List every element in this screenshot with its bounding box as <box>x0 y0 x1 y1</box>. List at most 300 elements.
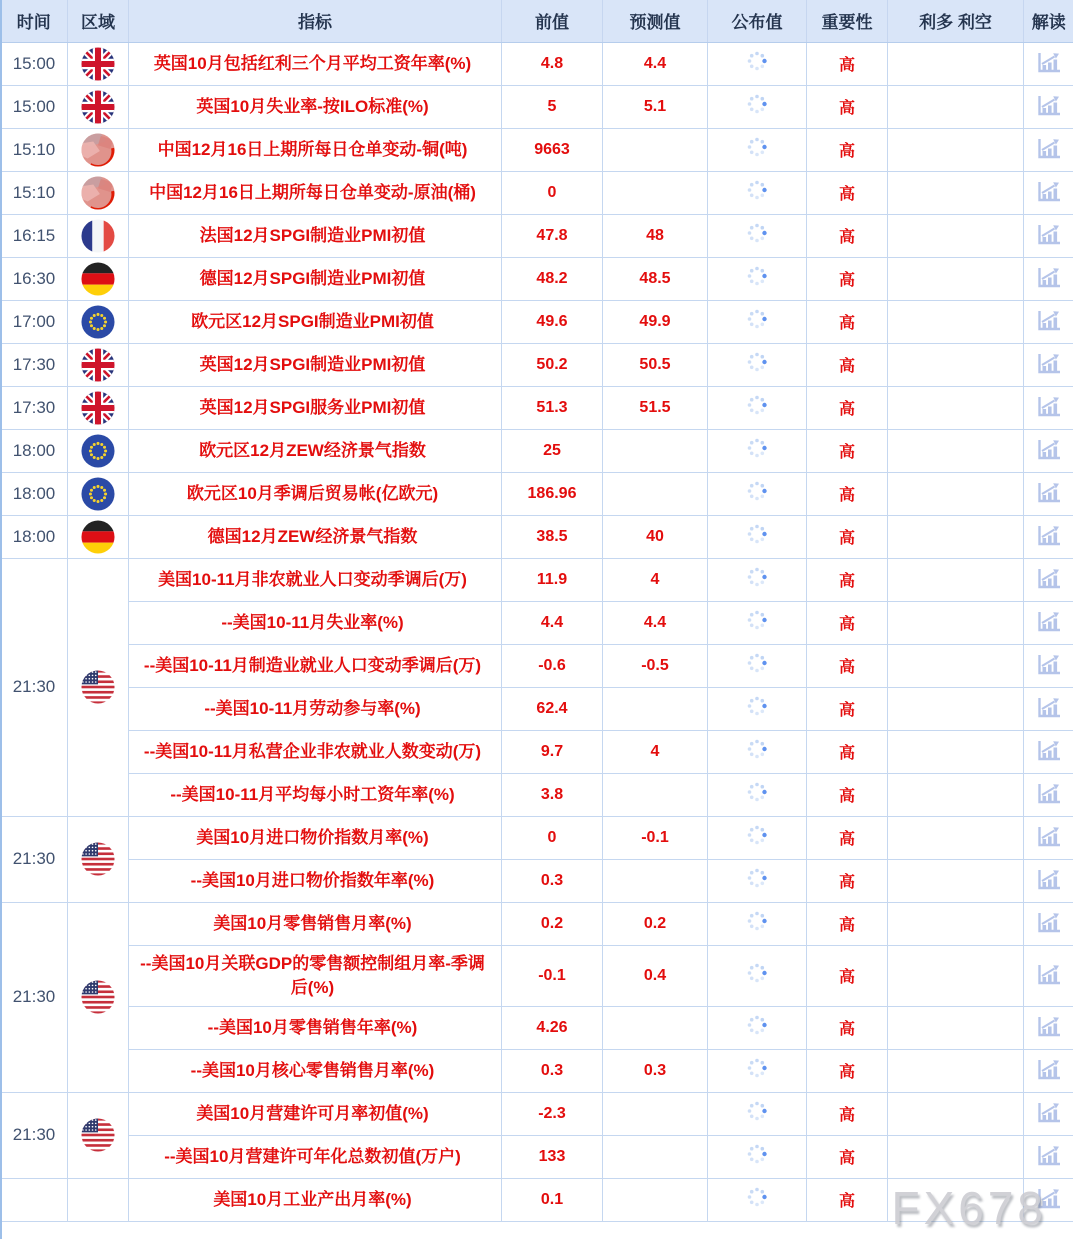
bull-bear-cell <box>888 730 1024 773</box>
bull-bear-cell <box>888 687 1024 730</box>
indicator-cell: --美国10月核心零售销售月率(%) <box>129 1049 502 1092</box>
previous-value-cell: 51.3 <box>502 386 603 429</box>
bull-bear-cell <box>888 945 1024 1006</box>
bull-bear-cell <box>888 472 1024 515</box>
bull-bear-cell <box>888 42 1024 85</box>
interpret-chart-icon[interactable] <box>1033 220 1064 249</box>
interpret-cell <box>1024 85 1073 128</box>
importance-cell: 高 <box>807 902 888 945</box>
time-cell: 21:30 <box>1 902 68 1092</box>
importance-cell: 高 <box>807 558 888 601</box>
loading-spinner-icon <box>746 308 768 330</box>
previous-value-cell: -0.6 <box>502 644 603 687</box>
bull-bear-cell <box>888 1092 1024 1135</box>
interpret-cell <box>1024 128 1073 171</box>
time-cell: 21:30 <box>1 1092 68 1178</box>
time-cell: 21:30 <box>1 558 68 816</box>
announced-value-cell <box>708 171 807 214</box>
interpret-chart-icon[interactable] <box>1033 1184 1064 1213</box>
interpret-cell <box>1024 343 1073 386</box>
interpret-cell <box>1024 687 1073 730</box>
interpret-cell <box>1024 730 1073 773</box>
importance-cell: 高 <box>807 1049 888 1092</box>
bull-bear-cell <box>888 300 1024 343</box>
interpret-cell <box>1024 1135 1073 1178</box>
loading-spinner-icon <box>746 179 768 201</box>
interpret-chart-icon[interactable] <box>1033 607 1064 636</box>
interpret-chart-icon[interactable] <box>1033 650 1064 679</box>
loading-spinner-icon <box>746 609 768 631</box>
de-flag-icon <box>68 520 128 554</box>
interpret-cell <box>1024 515 1073 558</box>
calendar-row <box>1 730 1073 773</box>
interpret-chart-icon[interactable] <box>1033 822 1064 851</box>
announced-value-cell <box>708 558 807 601</box>
bull-bear-cell <box>888 1135 1024 1178</box>
interpret-chart-icon[interactable] <box>1033 48 1064 77</box>
interpret-cell <box>1024 171 1073 214</box>
forecast-value-cell <box>603 1178 708 1221</box>
loading-spinner-icon <box>746 265 768 287</box>
interpret-chart-icon[interactable] <box>1033 349 1064 378</box>
calendar-row <box>1 1006 1073 1049</box>
loading-spinner-icon <box>746 1014 768 1036</box>
eu-flag-icon <box>68 477 128 511</box>
previous-value-cell: 5 <box>502 85 603 128</box>
loading-spinner-icon <box>746 437 768 459</box>
col-header-previous: 前值 <box>502 0 603 42</box>
time-cell: 15:00 <box>1 42 68 85</box>
announced-value-cell <box>708 644 807 687</box>
region-cell <box>68 1178 129 1221</box>
calendar-row <box>1 1178 1073 1221</box>
bull-bear-cell <box>888 171 1024 214</box>
interpret-chart-icon[interactable] <box>1033 392 1064 421</box>
time-cell <box>1 1178 68 1221</box>
interpret-chart-icon[interactable] <box>1033 435 1064 464</box>
region-cell <box>68 171 129 214</box>
region-cell <box>68 42 129 85</box>
forecast-value-cell <box>603 429 708 472</box>
interpret-cell <box>1024 601 1073 644</box>
loading-spinner-icon <box>746 781 768 803</box>
interpret-cell <box>1024 945 1073 1006</box>
interpret-cell <box>1024 1006 1073 1049</box>
forecast-value-cell <box>603 1006 708 1049</box>
forecast-value-cell <box>603 472 708 515</box>
indicator-cell: 德国12月ZEW经济景气指数 <box>129 515 502 558</box>
interpret-chart-icon[interactable] <box>1033 91 1064 120</box>
calendar-row <box>1 429 1073 472</box>
interpret-chart-icon[interactable] <box>1033 177 1064 206</box>
indicator-cell: --美国10月营建许可年化总数初值(万户) <box>129 1135 502 1178</box>
loading-spinner-icon <box>746 480 768 502</box>
forecast-value-cell <box>603 773 708 816</box>
previous-value-cell: 0.1 <box>502 1178 603 1221</box>
importance-cell: 高 <box>807 730 888 773</box>
announced-value-cell <box>708 42 807 85</box>
announced-value-cell <box>708 257 807 300</box>
forecast-value-cell: -0.5 <box>603 644 708 687</box>
interpret-chart-icon[interactable] <box>1033 134 1064 163</box>
bull-bear-cell <box>888 515 1024 558</box>
bull-bear-cell <box>888 386 1024 429</box>
importance-cell: 高 <box>807 214 888 257</box>
bull-bear-cell <box>888 257 1024 300</box>
calendar-row <box>1 558 1073 601</box>
us-flag-icon <box>68 670 128 704</box>
calendar-row <box>1 472 1073 515</box>
interpret-chart-icon[interactable] <box>1033 263 1064 292</box>
loading-spinner-icon <box>746 1186 768 1208</box>
calendar-row <box>1 1049 1073 1092</box>
previous-value-cell: 25 <box>502 429 603 472</box>
forecast-value-cell: 4.4 <box>603 42 708 85</box>
indicator-cell: --美国10-11月制造业就业人口变动季调后(万) <box>129 644 502 687</box>
time-cell: 15:10 <box>1 128 68 171</box>
us-flag-icon <box>68 842 128 876</box>
region-cell <box>68 472 129 515</box>
importance-cell: 高 <box>807 300 888 343</box>
indicator-cell: --美国10-11月失业率(%) <box>129 601 502 644</box>
calendar-row <box>1 644 1073 687</box>
calendar-row <box>1 515 1073 558</box>
time-cell: 18:00 <box>1 472 68 515</box>
indicator-cell: 美国10月零售销售月率(%) <box>129 902 502 945</box>
watermark: FX678 <box>891 1182 1047 1234</box>
indicator-cell: --美国10-11月私营企业非农就业人数变动(万) <box>129 730 502 773</box>
interpret-cell <box>1024 429 1073 472</box>
forecast-value-cell: 48.5 <box>603 257 708 300</box>
forecast-value-cell: 0.2 <box>603 902 708 945</box>
interpret-cell <box>1024 214 1073 257</box>
announced-value-cell <box>708 601 807 644</box>
indicator-cell: --美国10-11月劳动参与率(%) <box>129 687 502 730</box>
loading-spinner-icon <box>746 394 768 416</box>
interpret-chart-icon[interactable] <box>1033 564 1064 593</box>
interpret-chart-icon[interactable] <box>1033 693 1064 722</box>
loading-spinner-icon <box>746 1100 768 1122</box>
bull-bear-cell <box>888 128 1024 171</box>
indicator-cell: 美国10月营建许可月率初值(%) <box>129 1092 502 1135</box>
forecast-value-cell: 4.4 <box>603 601 708 644</box>
time-cell: 16:30 <box>1 257 68 300</box>
time-cell: 21:30 <box>1 816 68 902</box>
importance-cell: 高 <box>807 1178 888 1221</box>
uk-flag-icon <box>68 90 128 124</box>
time-cell: 15:10 <box>1 171 68 214</box>
forecast-value-cell: 40 <box>603 515 708 558</box>
indicator-cell: 欧元区10月季调后贸易帐(亿欧元) <box>129 472 502 515</box>
time-cell: 18:00 <box>1 429 68 472</box>
importance-cell: 高 <box>807 859 888 902</box>
calendar-row <box>1 42 1073 85</box>
announced-value-cell <box>708 85 807 128</box>
region-cell <box>68 343 129 386</box>
col-header-importance: 重要性 <box>807 0 888 42</box>
previous-value-cell: 9663 <box>502 128 603 171</box>
bull-bear-cell <box>888 1049 1024 1092</box>
previous-value-cell: 0.2 <box>502 902 603 945</box>
previous-value-cell: 38.5 <box>502 515 603 558</box>
forecast-value-cell <box>603 171 708 214</box>
forecast-value-cell <box>603 687 708 730</box>
previous-value-cell: -2.3 <box>502 1092 603 1135</box>
indicator-cell: 美国10月工业产出月率(%) <box>129 1178 502 1221</box>
interpret-cell <box>1024 472 1073 515</box>
interpret-cell <box>1024 644 1073 687</box>
interpret-cell <box>1024 816 1073 859</box>
interpret-chart-icon[interactable] <box>1033 779 1064 808</box>
importance-cell: 高 <box>807 816 888 859</box>
fr-flag-icon <box>68 219 128 253</box>
interpret-cell <box>1024 773 1073 816</box>
time-cell: 17:30 <box>1 386 68 429</box>
indicator-cell: 美国10-11月非农就业人口变动季调后(万) <box>129 558 502 601</box>
indicator-cell: --美国10月零售销售年率(%) <box>129 1006 502 1049</box>
forecast-value-cell: -0.1 <box>603 816 708 859</box>
interpret-chart-icon[interactable] <box>1033 960 1064 989</box>
bull-bear-cell <box>888 902 1024 945</box>
loading-spinner-icon <box>746 910 768 932</box>
previous-value-cell: 0 <box>502 171 603 214</box>
interpret-cell <box>1024 386 1073 429</box>
importance-cell: 高 <box>807 171 888 214</box>
importance-cell: 高 <box>807 472 888 515</box>
loading-spinner-icon <box>746 50 768 72</box>
region-cell <box>68 386 129 429</box>
interpret-cell <box>1024 902 1073 945</box>
indicator-cell: 英国12月SPGI制造业PMI初值 <box>129 343 502 386</box>
bull-bear-cell <box>888 601 1024 644</box>
importance-cell: 高 <box>807 687 888 730</box>
col-header-indicator: 指标 <box>129 0 502 42</box>
forecast-value-cell: 4 <box>603 730 708 773</box>
time-cell: 17:00 <box>1 300 68 343</box>
forecast-value-cell: 4 <box>603 558 708 601</box>
us-flag-icon <box>68 980 128 1014</box>
forecast-value-cell: 48 <box>603 214 708 257</box>
importance-cell: 高 <box>807 257 888 300</box>
forecast-value-cell <box>603 1135 708 1178</box>
bull-bear-cell <box>888 558 1024 601</box>
importance-cell: 高 <box>807 85 888 128</box>
interpret-chart-icon[interactable] <box>1033 521 1064 550</box>
indicator-cell: --美国10月进口物价指数年率(%) <box>129 859 502 902</box>
loading-spinner-icon <box>746 1057 768 1079</box>
calendar-body <box>1 42 1073 1221</box>
indicator-cell: 欧元区12月SPGI制造业PMI初值 <box>129 300 502 343</box>
bull-bear-cell <box>888 343 1024 386</box>
col-header-region: 区域 <box>68 0 129 42</box>
interpret-cell <box>1024 42 1073 85</box>
previous-value-cell: 4.8 <box>502 42 603 85</box>
time-cell: 17:30 <box>1 343 68 386</box>
time-cell: 15:00 <box>1 85 68 128</box>
importance-cell: 高 <box>807 515 888 558</box>
previous-value-cell: 4.4 <box>502 601 603 644</box>
announced-value-cell <box>708 859 807 902</box>
importance-cell: 高 <box>807 386 888 429</box>
loading-spinner-icon <box>746 824 768 846</box>
loading-spinner-icon <box>746 351 768 373</box>
col-header-forecast: 预测值 <box>603 0 708 42</box>
calendar-row <box>1 386 1073 429</box>
previous-value-cell: 0.3 <box>502 859 603 902</box>
indicator-cell: 法国12月SPGI制造业PMI初值 <box>129 214 502 257</box>
importance-cell: 高 <box>807 1092 888 1135</box>
interpret-chart-icon[interactable] <box>1033 736 1064 765</box>
importance-cell: 高 <box>807 42 888 85</box>
announced-value-cell <box>708 1006 807 1049</box>
announced-value-cell <box>708 1178 807 1221</box>
interpret-chart-icon[interactable] <box>1033 908 1064 937</box>
previous-value-cell: 4.26 <box>502 1006 603 1049</box>
loading-spinner-icon <box>746 1143 768 1165</box>
region-cell <box>68 429 129 472</box>
loading-spinner-icon <box>746 695 768 717</box>
importance-cell: 高 <box>807 1135 888 1178</box>
announced-value-cell <box>708 343 807 386</box>
announced-value-cell <box>708 687 807 730</box>
interpret-chart-icon[interactable] <box>1033 1012 1064 1041</box>
indicator-cell: 英国12月SPGI服务业PMI初值 <box>129 386 502 429</box>
interpret-cell <box>1024 859 1073 902</box>
importance-cell: 高 <box>807 945 888 1006</box>
region-cell <box>68 902 129 1092</box>
interpret-cell <box>1024 300 1073 343</box>
region-cell <box>68 816 129 902</box>
interpret-chart-icon[interactable] <box>1033 1141 1064 1170</box>
col-header-time: 时间 <box>1 0 68 42</box>
bull-bear-cell <box>888 644 1024 687</box>
forecast-value-cell: 5.1 <box>603 85 708 128</box>
previous-value-cell: 62.4 <box>502 687 603 730</box>
announced-value-cell <box>708 472 807 515</box>
loading-spinner-icon <box>746 566 768 588</box>
previous-value-cell: 48.2 <box>502 257 603 300</box>
interpret-chart-icon[interactable] <box>1033 1055 1064 1084</box>
announced-value-cell <box>708 1135 807 1178</box>
region-cell <box>68 257 129 300</box>
indicator-cell: 欧元区12月ZEW经济景气指数 <box>129 429 502 472</box>
interpret-chart-icon[interactable] <box>1033 306 1064 335</box>
calendar-row <box>1 773 1073 816</box>
bull-bear-cell <box>888 816 1024 859</box>
previous-value-cell: 0.3 <box>502 1049 603 1092</box>
bull-bear-cell <box>888 429 1024 472</box>
loading-spinner-icon <box>746 738 768 760</box>
announced-value-cell <box>708 214 807 257</box>
calendar-row <box>1 128 1073 171</box>
indicator-cell: 英国10月包括红利三个月平均工资年率(%) <box>129 42 502 85</box>
region-cell <box>68 1092 129 1178</box>
bull-bear-cell <box>888 214 1024 257</box>
calendar-row <box>1 1092 1073 1135</box>
calendar-row <box>1 214 1073 257</box>
bull-bear-cell <box>888 85 1024 128</box>
region-cell <box>68 214 129 257</box>
calendar-row <box>1 945 1073 1006</box>
importance-cell: 高 <box>807 1006 888 1049</box>
col-header-announced: 公布值 <box>708 0 807 42</box>
loading-spinner-icon <box>746 222 768 244</box>
previous-value-cell: 50.2 <box>502 343 603 386</box>
bull-bear-cell <box>888 859 1024 902</box>
cn-flag-icon <box>68 176 128 210</box>
previous-value-cell: 49.6 <box>502 300 603 343</box>
indicator-cell: 中国12月16日上期所每日仓单变动-铜(吨) <box>129 128 502 171</box>
calendar-row <box>1 1135 1073 1178</box>
forecast-value-cell <box>603 128 708 171</box>
forecast-value-cell: 49.9 <box>603 300 708 343</box>
col-header-interpret: 解读 <box>1024 0 1073 42</box>
announced-value-cell <box>708 386 807 429</box>
calendar-row <box>1 687 1073 730</box>
interpret-cell <box>1024 257 1073 300</box>
forecast-value-cell <box>603 859 708 902</box>
cn-flag-icon <box>68 133 128 167</box>
interpret-chart-icon[interactable] <box>1033 865 1064 894</box>
eu-flag-icon <box>68 434 128 468</box>
indicator-cell: 中国12月16日上期所每日仓单变动-原油(桶) <box>129 171 502 214</box>
indicator-cell: --美国10-11月平均每小时工资年率(%) <box>129 773 502 816</box>
announced-value-cell <box>708 945 807 1006</box>
calendar-row <box>1 257 1073 300</box>
importance-cell: 高 <box>807 601 888 644</box>
previous-value-cell: 11.9 <box>502 558 603 601</box>
interpret-chart-icon[interactable] <box>1033 478 1064 507</box>
calendar-row <box>1 816 1073 859</box>
calendar-row <box>1 902 1073 945</box>
announced-value-cell <box>708 1092 807 1135</box>
de-flag-icon <box>68 262 128 296</box>
previous-value-cell: 9.7 <box>502 730 603 773</box>
forecast-value-cell: 0.4 <box>603 945 708 1006</box>
loading-spinner-icon <box>746 93 768 115</box>
importance-cell: 高 <box>807 128 888 171</box>
forecast-value-cell: 51.5 <box>603 386 708 429</box>
previous-value-cell: 0 <box>502 816 603 859</box>
forecast-value-cell: 50.5 <box>603 343 708 386</box>
previous-value-cell: 133 <box>502 1135 603 1178</box>
time-cell: 18:00 <box>1 515 68 558</box>
eu-flag-icon <box>68 305 128 339</box>
indicator-cell: 美国10月进口物价指数月率(%) <box>129 816 502 859</box>
calendar-row <box>1 300 1073 343</box>
forecast-value-cell <box>603 1092 708 1135</box>
calendar-row <box>1 171 1073 214</box>
previous-value-cell: -0.1 <box>502 945 603 1006</box>
bull-bear-cell <box>888 1006 1024 1049</box>
table-header <box>1 0 1073 42</box>
announced-value-cell <box>708 128 807 171</box>
interpret-cell <box>1024 558 1073 601</box>
uk-flag-icon <box>68 47 128 81</box>
loading-spinner-icon <box>746 523 768 545</box>
interpret-cell <box>1024 1049 1073 1092</box>
announced-value-cell <box>708 816 807 859</box>
indicator-cell: 德国12月SPGI制造业PMI初值 <box>129 257 502 300</box>
interpret-chart-icon[interactable] <box>1033 1098 1064 1127</box>
announced-value-cell <box>708 300 807 343</box>
importance-cell: 高 <box>807 773 888 816</box>
indicator-cell: 英国10月失业率-按ILO标准(%) <box>129 85 502 128</box>
calendar-row <box>1 601 1073 644</box>
table-left-border <box>0 0 2 1239</box>
interpret-cell <box>1024 1092 1073 1135</box>
calendar-row <box>1 859 1073 902</box>
